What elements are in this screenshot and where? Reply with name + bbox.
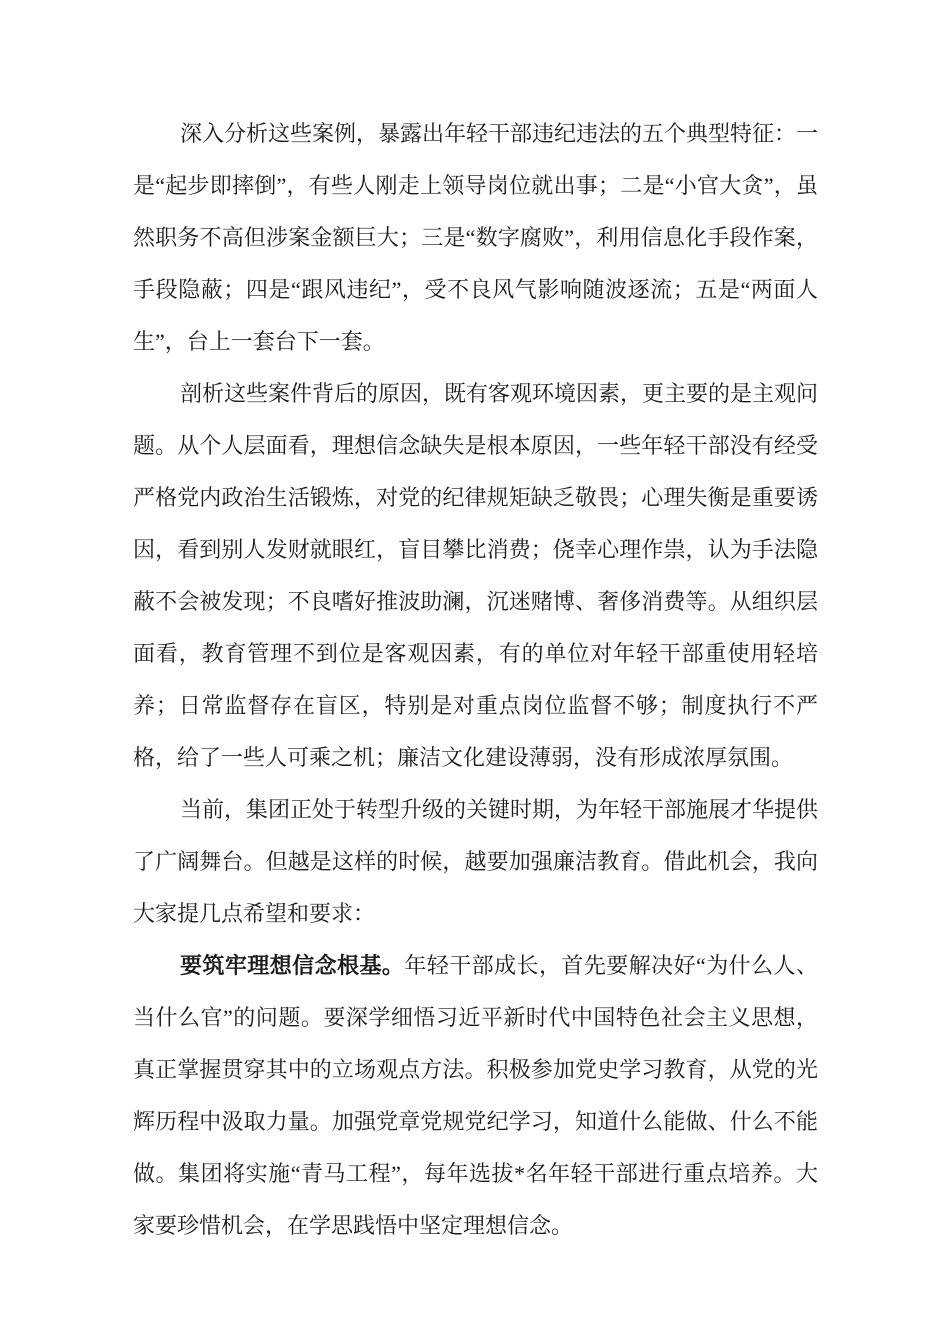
paragraph-typical-features: 深入分析这些案例，暴露出年轻干部违纪违法的五个典型特征：一是“起步即摔倒”，有些人刚走上领导岗位就出事；二是“小官大贪”，虽然职务不高但涉案金额巨大；三是“数字腐败”，利用信息化手段作案，手段隐蔽；四是“跟风违纪”，受不良风气影响随波逐流；五是“两面人生”，台上一套台下一套。 xyxy=(133,121,819,354)
paragraph-cause-analysis: 剖析这些案件背后的原因，既有客观环境因素，更主要的是主观问题。从个人层面看，理想信念缺失是根本原因，一些年轻干部没有经受严格党内政治生活锻炼，对党的纪律规矩缺乏敬畏；心理失衡是重要诱因，看到别人发财就眼红，盲目攀比消费；侥幸心理作祟，认为手法隐蔽不会被发现；不良嗜好推波助澜，沉迷赌博、奢侈消费等。从组织层面看，教育管理不到位是客观因素，有的单位对年轻干部重使用轻培养；日常监督存在盲区，特别是对重点岗位监督不够；制度执行不严格，给了一些人可乘之机；廉洁文化建设薄弱，没有形成浓厚氛围。 xyxy=(133,381,819,770)
paragraph-current-period-hopes: 当前，集团正处于转型升级的关键时期，为年轻干部施展才华提供了广阔舞台。但越是这样的时候，越要加强廉洁教育。借此机会，我向大家提几点希望和要求： xyxy=(133,797,819,926)
paragraph-ideal-belief-requirement xyxy=(133,940,818,1252)
document-body xyxy=(133,108,818,1252)
paragraph-ideal-belief-body: 年轻干部成长，首先要解决好“为什么人、当什么官”的问题。要深学细悟习近平新时代中国特色社会主义思想，真正掌握贯穿其中的立场观点方法。积极参加党史学习教育，从党的光辉历程中汲取力量。加强党章党规党纪学习，知道什么能做、什么不能做。集团将实施“青马工程”，每年选拔*名年轻干部进行重点培养。大家要珍惜机会，在学思践悟中坚定理想信念。 xyxy=(133,953,818,1238)
paragraph-bold-lead: 要筑牢理想信念根基。 xyxy=(180,953,405,978)
